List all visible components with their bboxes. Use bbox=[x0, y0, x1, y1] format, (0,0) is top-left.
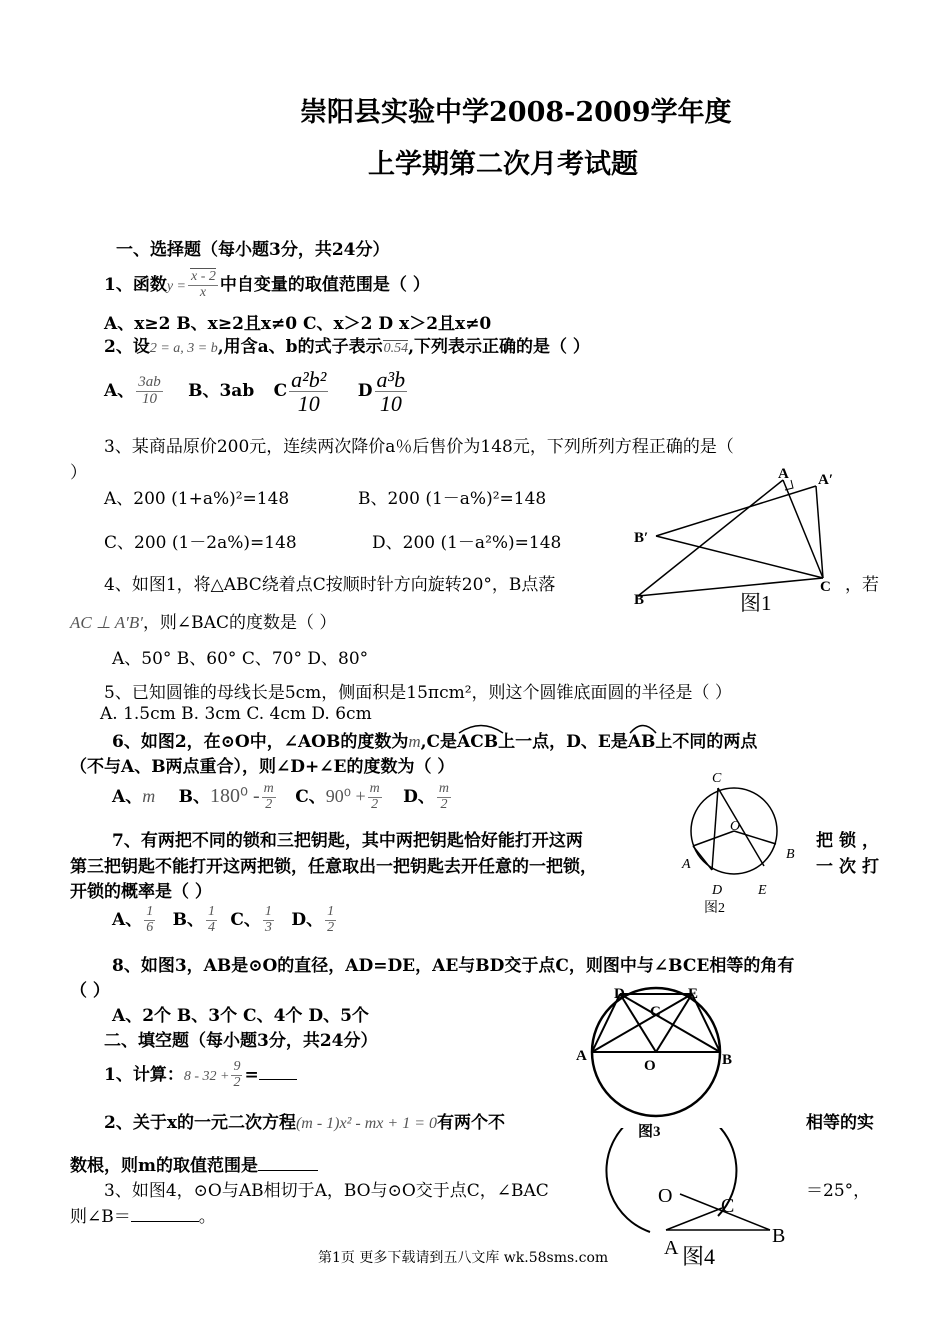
q7-optC-num: 1 bbox=[264, 904, 272, 920]
fig4-label-C: C bbox=[721, 1195, 735, 1217]
q3-optA: A、200 (1+a%)²=148 bbox=[104, 489, 290, 509]
q6-arc1 bbox=[457, 732, 498, 752]
q7-line1b: 把锁， bbox=[816, 831, 885, 851]
q7-line2b: 一次打 bbox=[816, 857, 885, 877]
q7-optA-den: 6 bbox=[146, 920, 154, 935]
figure-1 bbox=[628, 466, 858, 616]
q6-optD-num: m bbox=[438, 781, 450, 797]
q7-line1a: 7、有两把不同的锁和三把钥匙，其中两把钥匙恰好能打开这两 bbox=[112, 831, 583, 851]
title-line-2: 上学期第二次月考试题 bbox=[368, 149, 638, 180]
q8-line1: 8、如图3，AB是⊙O的直径，AD=DE，AE与BD交于点C，则图中与∠BCE相等的角有 bbox=[112, 956, 795, 976]
q7-optA-num: 1 bbox=[146, 904, 154, 920]
fig1-label-A-prime: A′ bbox=[818, 472, 834, 488]
fig4-line-AC bbox=[666, 1208, 722, 1230]
q2-optD: D bbox=[357, 381, 373, 402]
figure-3 bbox=[570, 980, 750, 1145]
q1 bbox=[104, 270, 430, 301]
q7-optB-num: 1 bbox=[207, 904, 215, 920]
q3-optB: B、200 (1－a%)²=148 bbox=[358, 489, 547, 509]
q6-optB-den: 2 bbox=[265, 797, 273, 812]
fig1-line-B'C bbox=[656, 536, 823, 578]
s2-q3-line2 bbox=[70, 1202, 216, 1227]
q3-optC: C、200 (1－2a%)=148 bbox=[104, 533, 297, 553]
fig2-label-B: B bbox=[786, 847, 795, 862]
q2-optC-den: 10 bbox=[297, 391, 320, 417]
q6-text-a: 6、如图2，在⊙O中，∠AOB的度数为 bbox=[112, 732, 409, 752]
arc-mark-icon bbox=[457, 724, 505, 734]
q6-optB-num: m bbox=[263, 781, 274, 797]
section2-heading: 二、填空题（每小题3分，共24分） bbox=[104, 1031, 378, 1051]
fig2-label-A: A bbox=[682, 857, 691, 872]
s2-q2-line1b: 有两个不 bbox=[436, 1113, 505, 1133]
arc-mark-icon bbox=[628, 724, 658, 734]
q6-line2: （不与A、B两点重合），则∠D+∠E的度数为（ ） bbox=[70, 757, 455, 777]
title-line-1: 崇阳县实验中学2008-2009学年度 bbox=[300, 97, 732, 128]
q6-arc2-label: AB bbox=[627, 732, 656, 752]
q6-line1 bbox=[112, 727, 757, 752]
fig1-label-B: B bbox=[634, 592, 645, 608]
q7-optD-num: 1 bbox=[327, 904, 335, 920]
q2-optC: C bbox=[273, 381, 288, 402]
q2-expr: 0.54 bbox=[383, 341, 409, 356]
q1-formula-den: x bbox=[199, 285, 207, 300]
q4-text2: ，则∠BAC的度数是（ ） bbox=[142, 613, 337, 633]
s2-q2-line1c: 相等的实 bbox=[806, 1113, 874, 1133]
s2-q1-eq: = bbox=[244, 1065, 259, 1085]
fig1-label-B-prime: B′ bbox=[634, 530, 649, 546]
s2-q2-line1 bbox=[104, 1108, 505, 1133]
fig2-line-CE bbox=[718, 788, 764, 866]
s2-q2-line2 bbox=[70, 1151, 318, 1176]
q1-text: 中自变量的取值范围是（ ） bbox=[219, 275, 430, 295]
q6-optA-val: m bbox=[142, 786, 156, 806]
q6-optC: C、 bbox=[295, 787, 326, 807]
s2-q2-eqn: (m - 1)x² - mx + 1 = 0 bbox=[295, 1115, 437, 1132]
figure-2 bbox=[680, 766, 800, 916]
figure-4 bbox=[600, 1128, 800, 1276]
q8-options: A、2个 B、3个 C、4个 D、5个 bbox=[112, 1006, 369, 1026]
fig1-caption: 图1 bbox=[740, 591, 772, 615]
section1-heading: 一、选择题（每小题3分，共24分） bbox=[116, 240, 390, 260]
fig1-line-BC bbox=[638, 578, 823, 596]
fig3-label-O: O bbox=[644, 1058, 656, 1074]
q1-formula-num: x - 2 bbox=[191, 269, 216, 285]
q7-optD-den: 2 bbox=[327, 920, 335, 935]
s2-q3-line1a: 3、如图4，⊙O与AB相切于A，BO与⊙O交于点C，∠BAC bbox=[104, 1181, 549, 1201]
q6-text-b: ,C是 bbox=[420, 732, 458, 752]
s2-q3-line2-end: 。 bbox=[198, 1207, 216, 1227]
q4-line2 bbox=[70, 608, 336, 633]
fig1-line-B'A' bbox=[656, 486, 816, 536]
q2-mid: ,用含a、b的式子表示 bbox=[217, 337, 383, 357]
fig2-label-C: C bbox=[712, 771, 722, 786]
q2-optC-num: a²b² bbox=[291, 367, 327, 392]
s2-q2-line2-text: 数根，则m的取值范围是 bbox=[70, 1156, 258, 1176]
q6-optC-den: 2 bbox=[371, 797, 379, 812]
fig3-line-OD bbox=[620, 994, 656, 1052]
fig2-line-CD bbox=[712, 788, 718, 870]
q6-m: m bbox=[408, 732, 421, 751]
q6-optA: A、 bbox=[112, 787, 143, 807]
q2-options bbox=[104, 368, 409, 415]
page-footer: 第1页 更多下载请到五八文库 wk.58sms.com bbox=[318, 1250, 609, 1266]
q6-optB: B、 bbox=[178, 787, 210, 807]
q6-arc2 bbox=[628, 732, 656, 752]
q7-line3: 开锁的概率是（ ） bbox=[70, 882, 212, 902]
q5-text: 5、已知圆锥的母线长是5cm，侧面积是15πcm²，则这个圆锥底面圆的半径是（ ） bbox=[104, 683, 732, 703]
s2-q2-blank bbox=[258, 1170, 318, 1171]
fig1-label-C: C bbox=[820, 579, 831, 595]
q3-line2: ） bbox=[70, 463, 87, 483]
fig4-label-A: A bbox=[664, 1237, 679, 1259]
q4-cond: AC ⊥ A′B′ bbox=[70, 613, 143, 632]
s2-q1-blank bbox=[259, 1079, 297, 1080]
s2-q3-line1b: ＝25°， bbox=[806, 1181, 871, 1201]
q2 bbox=[104, 332, 590, 357]
fig3-label-B: B bbox=[722, 1052, 733, 1068]
fig4-label-B: B bbox=[772, 1225, 786, 1247]
q3-optD: D、200 (1－a²%)=148 bbox=[372, 533, 562, 553]
q2-optD-den: 10 bbox=[379, 391, 402, 417]
fig4-label-O: O bbox=[658, 1185, 673, 1207]
q2-num: 2、设 bbox=[104, 337, 150, 357]
fig3-label-E: E bbox=[688, 986, 699, 1002]
s2-q3-line2-text: 则∠B＝ bbox=[70, 1207, 131, 1227]
fig1-line-BA bbox=[638, 480, 783, 596]
q1-formula-y: y = bbox=[166, 279, 187, 294]
q2-optD-num: a³b bbox=[376, 367, 406, 392]
fig3-label-C: C bbox=[650, 1004, 661, 1020]
fig3-label-D: D bbox=[614, 986, 625, 1002]
fig2-line-OB bbox=[734, 831, 776, 844]
q4-line1-end: ，若 bbox=[845, 575, 879, 595]
q4-options: A、50° B、60° C、70° D、80° bbox=[112, 649, 369, 669]
q2-optA: A、 bbox=[104, 381, 135, 402]
q1-options: A、x≥2 B、x≥2且x≠0 C、x＞2 D x＞2且x≠0 bbox=[104, 314, 492, 334]
s2-q1 bbox=[104, 1060, 297, 1091]
s2-q1-den-frac: 2 bbox=[233, 1075, 241, 1090]
s2-q3-blank bbox=[131, 1221, 199, 1222]
s2-q1-expr: 8 - 32 + bbox=[183, 1069, 230, 1084]
fig4-caption: 图4 bbox=[682, 1244, 716, 1269]
fig2-caption: 图2 bbox=[704, 901, 725, 916]
q2-end: ,下列表示正确的是（ ） bbox=[408, 337, 590, 357]
q6-optB-val: 180⁰ - bbox=[209, 785, 260, 807]
fig2-line-AD bbox=[693, 846, 712, 870]
fig2-label-D: D bbox=[712, 883, 723, 898]
q7-optB: B、 bbox=[172, 910, 204, 930]
q2-optB: B、3ab bbox=[188, 381, 255, 402]
q7-options bbox=[112, 905, 338, 936]
q8-line2: （ ） bbox=[70, 981, 110, 1001]
fig2-label-O: O bbox=[730, 819, 741, 834]
fig1-label-A: A bbox=[778, 466, 789, 482]
fig4-circle bbox=[606, 1128, 736, 1232]
q2-optA-den: 10 bbox=[141, 391, 157, 408]
q6-text-c: 上一点，D、E是 bbox=[498, 732, 628, 752]
q6-options bbox=[112, 782, 453, 813]
fig3-label-A: A bbox=[576, 1048, 587, 1064]
s2-q1-num: 1、计算： bbox=[104, 1065, 184, 1085]
q7-optC-den: 3 bbox=[264, 920, 272, 935]
q7-optA: A、 bbox=[112, 910, 143, 930]
q7-optB-den: 4 bbox=[207, 920, 215, 935]
q7-line2a: 第三把钥匙不能打开这两把锁，任意取出一把钥匙去开任意的一把锁， bbox=[70, 857, 597, 877]
fig3-line-OE bbox=[656, 994, 692, 1052]
q5-options: A. 1.5cm B. 3cm C. 4cm D. 6cm bbox=[100, 704, 372, 724]
q6-optD: D、 bbox=[403, 787, 435, 807]
fig3-caption: 图3 bbox=[638, 1124, 661, 1140]
q2-cond: 2 = a, 3 = b bbox=[149, 341, 218, 356]
q7-optC: C、 bbox=[230, 910, 261, 930]
q7-optD: D、 bbox=[291, 910, 324, 930]
q6-optC-val: 90⁰ + bbox=[325, 786, 366, 806]
q6-arc1-label: ACB bbox=[457, 732, 499, 752]
q6-optD-den: 2 bbox=[440, 797, 448, 812]
q3-line1: 3、某商品原价200元，连续两次降价a％后售价为148元，下列所列方程正确的是（ bbox=[104, 437, 734, 457]
fig2-label-E: E bbox=[758, 883, 767, 898]
q2-optA-num: 3ab bbox=[138, 374, 161, 391]
q4-line1: 4、如图1，将△ABC绕着点C按顺时针方向旋转20°，B点落 bbox=[104, 575, 556, 595]
s2-q2-line1a: 2、关于x的一元二次方程 bbox=[104, 1113, 296, 1133]
q1-num: 1、函数 bbox=[104, 275, 167, 295]
q6-optC-num: m bbox=[369, 781, 380, 797]
q6-text-d: 上不同的两点 bbox=[655, 732, 758, 752]
s2-q1-num-frac: 9 bbox=[233, 1059, 241, 1075]
q1-formula-frac bbox=[188, 270, 218, 300]
